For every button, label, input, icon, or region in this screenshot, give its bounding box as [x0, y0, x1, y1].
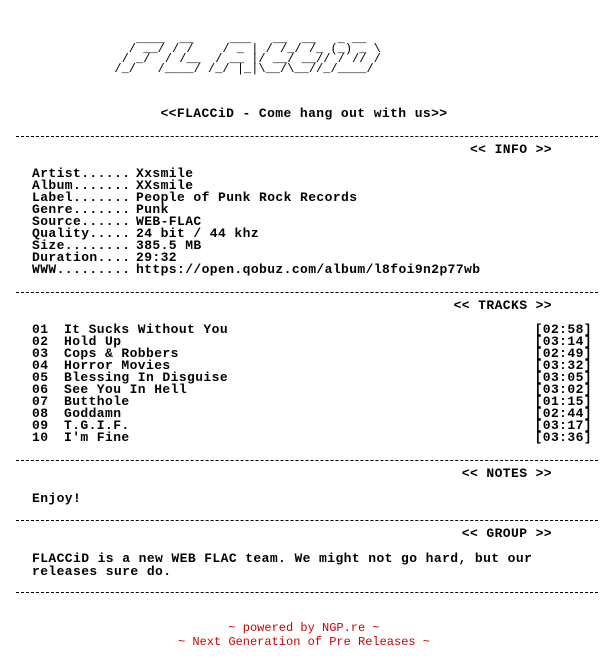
track-title: Blessing In Disguise	[64, 370, 229, 385]
info-key: Duration....	[32, 250, 131, 265]
track-title: Goddamn	[64, 406, 122, 421]
notes-text: Enjoy!	[32, 491, 82, 506]
tagline: <<FLACCiD - Come hang out with us>>	[160, 106, 448, 121]
track-title: Horror Movies	[64, 358, 171, 373]
track-duration: [03:02]	[534, 382, 592, 397]
footer-tagline: ~ Next Generation of Pre Releases ~	[177, 635, 431, 649]
info-value: Punk	[136, 202, 169, 217]
track-duration: [02:44]	[534, 406, 592, 421]
track-number: 03	[32, 346, 49, 361]
track-duration: [01:15]	[534, 394, 592, 409]
logo-line: / __/ / / / _ | / /_/ /_ (_) _ \	[100, 42, 389, 56]
track-duration: [03:05]	[534, 370, 592, 385]
info-key: WWW.........	[32, 262, 131, 277]
group-header: << GROUP >>	[461, 526, 552, 541]
track-title: See You In Hell	[64, 382, 188, 397]
group-text: FLACCiD is a new WEB FLAC team. We might not go hard, but our releases sure do.	[32, 551, 533, 579]
separator	[16, 520, 598, 521]
logo-line: /_/ /____/ /_/ |_|\__/\__//_/____/	[100, 62, 389, 76]
separator	[16, 292, 598, 293]
album-url: https://open.qobuz.com/album/l8foi9n2p77wb	[136, 262, 481, 277]
info-key: Quality.....	[32, 226, 131, 241]
track-number: 10	[32, 430, 49, 445]
footer-powered-by: ~ powered by NGP.re ~	[228, 621, 380, 635]
info-value: Xxsmile	[136, 166, 194, 181]
track-duration: [03:17]	[534, 418, 592, 433]
track-number: 05	[32, 370, 49, 385]
logo-line: ____ __ ___ __ __ _ __	[100, 32, 381, 46]
info-value: WEB-FLAC	[136, 214, 202, 229]
track-title: It Sucks Without You	[64, 322, 229, 337]
info-key: Source......	[32, 214, 131, 229]
track-number: 06	[32, 382, 49, 397]
info-value: XXsmile	[136, 178, 194, 193]
track-number: 02	[32, 334, 49, 349]
notes-header: << NOTES >>	[461, 466, 552, 481]
info-value: People of Punk Rock Records	[136, 190, 358, 205]
info-value: 29:32	[136, 250, 178, 265]
track-duration: [03:14]	[534, 334, 592, 349]
separator	[16, 460, 598, 461]
track-number: 01	[32, 322, 49, 337]
info-key: Label.......	[32, 190, 131, 205]
track-duration: [02:49]	[534, 346, 592, 361]
track-title: Hold Up	[64, 334, 122, 349]
tracks-header: << TRACKS >>	[453, 298, 552, 313]
track-number: 09	[32, 418, 49, 433]
info-key: Artist......	[32, 166, 131, 181]
separator	[16, 592, 598, 593]
info-key: Size........	[32, 238, 131, 253]
track-row	[32, 432, 592, 444]
track-duration: [02:58]	[534, 322, 592, 337]
track-title: Cops & Robbers	[64, 346, 179, 361]
track-title: Butthole	[64, 394, 130, 409]
track-title: T.G.I.F.	[64, 418, 130, 433]
separator	[16, 136, 598, 137]
track-title: I'm Fine	[64, 430, 130, 445]
track-number: 08	[32, 406, 49, 421]
info-value: 385.5 MB	[136, 238, 202, 253]
track-list	[32, 324, 592, 444]
logo-line: / _/ / /__ / __ |/ __/ __// / // /	[100, 52, 389, 66]
track-duration: [03:32]	[534, 358, 592, 373]
info-key: Genre.......	[32, 202, 131, 217]
track-number: 07	[32, 394, 49, 409]
flaccid-logo	[100, 34, 388, 74]
track-duration: [03:36]	[534, 430, 592, 445]
info-row	[32, 264, 480, 276]
info-key: Album.......	[32, 178, 131, 193]
info-header: << INFO >>	[469, 142, 552, 157]
track-number: 04	[32, 358, 49, 373]
info-value: 24 bit / 44 khz	[136, 226, 260, 241]
info-list	[32, 168, 480, 276]
